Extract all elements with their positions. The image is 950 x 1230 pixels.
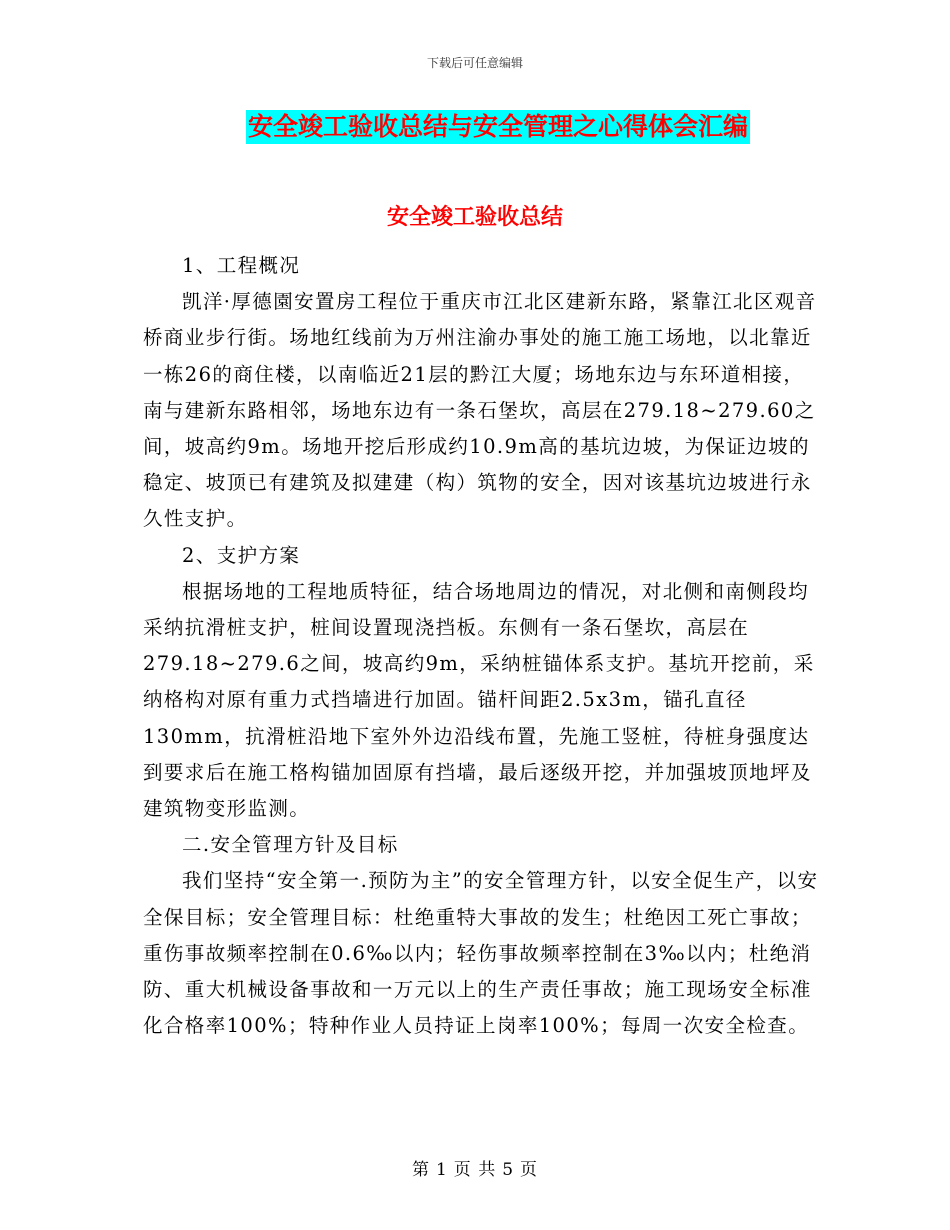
main-title-container bbox=[0, 110, 950, 144]
header-note: 下载后可任意编辑 bbox=[426, 56, 523, 70]
footer-total-pages: 5 bbox=[502, 1160, 515, 1180]
paragraph-safety-policy: 我们坚持“安全第一.预防为主”的安全管理方针，以安全促生产，以安全保目标；安全管理目标：杜绝重特大事故的发生；杜绝因工死亡事故；重伤事故频率控制在0.6‰以内；轻伤事故频率控制在3‰以内；杜绝消防、重大机械设备事故和一万元以上的生产责任事故；施工现场安全标准化合格率100%；特种作业人员持证上岗率100%；每周一次安全检查。 bbox=[143, 869, 819, 1038]
section-title: 安全竣工验收总结 bbox=[386, 204, 563, 230]
body-text bbox=[143, 248, 823, 1044]
heading-safety-policy: 二.安全管理方针及目标 bbox=[182, 833, 399, 857]
page-footer bbox=[0, 1155, 950, 1180]
paragraph-project-overview: 凯洋·厚德園安置房工程位于重庆市江北区建新东路，紧靠江北区观音桥商业步行街。场地红线前为万州注渝办事处的施工施工场地，以北靠近一栋26的商住楼，以南临近21层的黔江大厦；场地东边与东环道相接，南与建新东路相邻，场地东边有一条石堡坎，高层在279.18~279.60之间，坡高约9m。场地开挖后形成约10.9m高的基坑边坡，为保证边坡的稳定、坡顶已有建筑及拟建建（构）筑物的安全，因对该基坑边坡进行永久性支护。 bbox=[143, 290, 817, 531]
footer-page-number: 1 bbox=[435, 1160, 448, 1180]
heading-project-overview: 1、工程概况 bbox=[182, 254, 301, 277]
footer-middle: 页 共 bbox=[453, 1160, 497, 1180]
paragraph-support-plan: 根据场地的工程地质特征，结合场地周边的情况，对北侧和南侧段均采纳抗滑桩支护，桩间设置现浇挡板。东侧有一条石堡坎，高层在279.18~279.6之间，坡高约9m，采纳桩锚体系支护。基坑开挖前，采纳格构对原有重力式挡墙进行加固。锚杆间距2.5x3m，锚孔直径130mm，抗滑桩沿地下室外外边沿线布置，先施工竖桩，待桩身强度达到要求后在施工格构锚加固原有挡墙，最后逐级开挖，并加强坡顶地坪及建筑物变形监测。 bbox=[143, 579, 815, 821]
footer-prefix: 第 bbox=[411, 1160, 430, 1180]
footer-suffix: 页 bbox=[520, 1160, 539, 1180]
main-title: 安全竣工验收总结与安全管理之心得体会汇编 bbox=[246, 110, 750, 144]
heading-support-plan: 2、支护方案 bbox=[182, 543, 301, 567]
